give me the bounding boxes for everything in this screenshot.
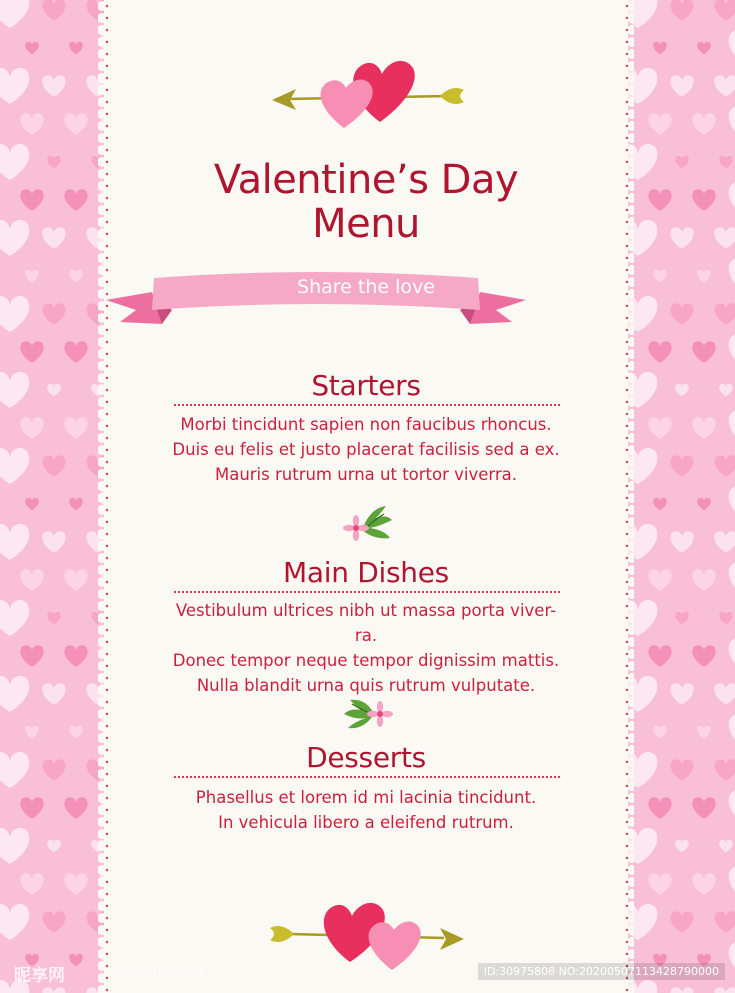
pattern-heart [25,42,39,55]
pattern-heart [25,726,39,739]
pattern-heart [675,840,689,853]
pattern-heart [675,156,689,169]
watermark-url: www.nipic.cn [118,965,204,980]
pattern-heart [0,828,29,864]
pattern-heart [729,410,735,446]
pattern-heart [719,384,733,397]
pattern-heart [714,911,735,933]
pattern-heart [42,987,65,993]
pattern-heart [692,189,715,211]
pattern-heart [0,752,29,788]
pattern-heart [714,683,735,705]
section-title-desserts: Desserts [306,741,426,774]
pattern-heart [0,524,29,560]
pattern-heart [20,797,43,819]
pattern-heart [719,612,733,625]
pattern-heart [47,840,61,853]
pattern-heart [42,911,65,933]
menu-title-line2: Menu [312,201,420,247]
pattern-heart [692,797,715,819]
pattern-heart [64,645,87,667]
pattern-heart [42,455,65,477]
pattern-heart [692,645,715,667]
pattern-heart [64,569,87,591]
pattern-heart [64,113,87,135]
pattern-heart [719,156,733,169]
pattern-heart [648,189,671,211]
description-line: Morbi tincidunt sapien non faucibus rhoncus. [180,415,552,434]
pattern-heart [670,227,693,249]
pattern-heart [670,759,693,781]
pattern-heart [0,0,29,28]
section-desserts [104,0,628,993]
pattern-heart [0,144,29,180]
pattern-heart [25,270,39,283]
pattern-heart [670,455,693,477]
pattern-heart [697,42,711,55]
pattern-heart [64,189,87,211]
pattern-heart [729,182,735,218]
pattern-heart [714,455,735,477]
pattern-heart [42,531,65,553]
pattern-heart [670,303,693,325]
pattern-heart [0,676,29,712]
pattern-heart [670,531,693,553]
pattern-heart [0,68,29,104]
pattern-heart [42,683,65,705]
pattern-heart [692,417,715,439]
pattern-heart [47,384,61,397]
pattern-heart [653,270,667,283]
menu-title-line1: Valentine’s Day [213,157,519,203]
pattern-heart [697,498,711,511]
pattern-heart [692,873,715,895]
description-line: In vehicula libero a eleifend rutrum. [218,813,514,832]
pattern-heart [0,296,29,332]
description-line: Vestibulum ultrices nibh ut massa porta viver- [175,601,557,620]
pattern-heart [729,334,735,370]
pattern-heart [648,873,671,895]
description-line: Nulla blandit urna quis rutrum vulputate. [196,676,536,695]
pattern-heart [20,873,43,895]
pattern-heart [20,189,43,211]
pattern-heart [729,30,735,66]
pattern-heart [0,600,29,636]
pattern-heart [64,873,87,895]
pattern-heart [714,987,735,993]
watermark-strip [0,961,735,985]
pattern-heart [670,987,693,993]
pattern-heart [697,726,711,739]
pattern-heart [714,303,735,325]
pattern-heart [20,569,43,591]
ribbon-text: Share the love [297,276,435,298]
description-line: Mauris rutrum urna ut tortor viverra. [214,465,518,484]
pattern-heart [653,726,667,739]
pattern-heart [670,683,693,705]
pattern-heart [692,341,715,363]
pattern-heart [64,341,87,363]
pattern-heart [729,714,735,750]
right-heart-panel [628,0,735,993]
pattern-heart [648,797,671,819]
pattern-heart [42,0,65,21]
pattern-heart [20,341,43,363]
pattern-heart [69,498,83,511]
pattern-heart [729,638,735,674]
lace-scallop [627,985,634,993]
pattern-heart [648,645,671,667]
pattern-heart [20,645,43,667]
pattern-heart [20,113,43,135]
pattern-heart [42,227,65,249]
pattern-heart [25,498,39,511]
description-line: Donec tempor neque tempor dignissim mattis. [172,651,560,670]
watermark-brand: 昵享网 [14,966,65,986]
pattern-heart [670,0,693,21]
heart-pattern-left [0,0,104,993]
pattern-heart [729,866,735,902]
heart-pattern-right [628,0,735,993]
pattern-heart [69,270,83,283]
watermark-id: ID:30975808 NO:20200507113428790000 [478,963,725,980]
pattern-heart [675,384,689,397]
pattern-heart [64,417,87,439]
description-line: Phasellus et lorem id mi lacinia tincidunt. [195,788,537,807]
dotted-divider [174,776,560,778]
pattern-heart [729,486,735,522]
pattern-heart [697,270,711,283]
pattern-heart [69,726,83,739]
desserts-description [134,785,598,835]
pattern-heart [648,417,671,439]
pattern-heart [653,498,667,511]
pattern-heart [729,106,735,142]
pattern-heart [648,113,671,135]
pattern-heart [719,840,733,853]
pattern-heart [42,303,65,325]
pattern-heart [729,790,735,826]
pattern-heart [670,75,693,97]
pattern-heart [714,759,735,781]
pattern-heart [729,258,735,294]
description-line: ra. [354,626,378,645]
pattern-heart [20,417,43,439]
pattern-heart [675,612,689,625]
pattern-heart [64,797,87,819]
pattern-heart [648,569,671,591]
pattern-heart [47,612,61,625]
pattern-heart [714,75,735,97]
section-title-main-dishes: Main Dishes [283,556,449,589]
pattern-heart [42,75,65,97]
pattern-heart [69,42,83,55]
pattern-heart [692,569,715,591]
pattern-heart [670,911,693,933]
pattern-heart [729,562,735,598]
left-heart-panel [0,0,104,993]
pattern-heart [714,0,735,21]
pattern-heart [0,372,29,408]
pattern-heart [692,113,715,135]
pattern-heart [42,759,65,781]
section-title-starters: Starters [311,369,421,402]
pattern-heart [47,156,61,169]
pattern-heart [648,341,671,363]
pattern-heart [0,220,29,256]
pattern-heart [0,904,29,940]
pattern-heart [714,227,735,249]
pattern-heart [714,531,735,553]
pattern-heart [653,42,667,55]
pattern-heart [0,448,29,484]
description-line: Duis eu felis et justo placerat facilisis sed a ex. [172,440,560,459]
